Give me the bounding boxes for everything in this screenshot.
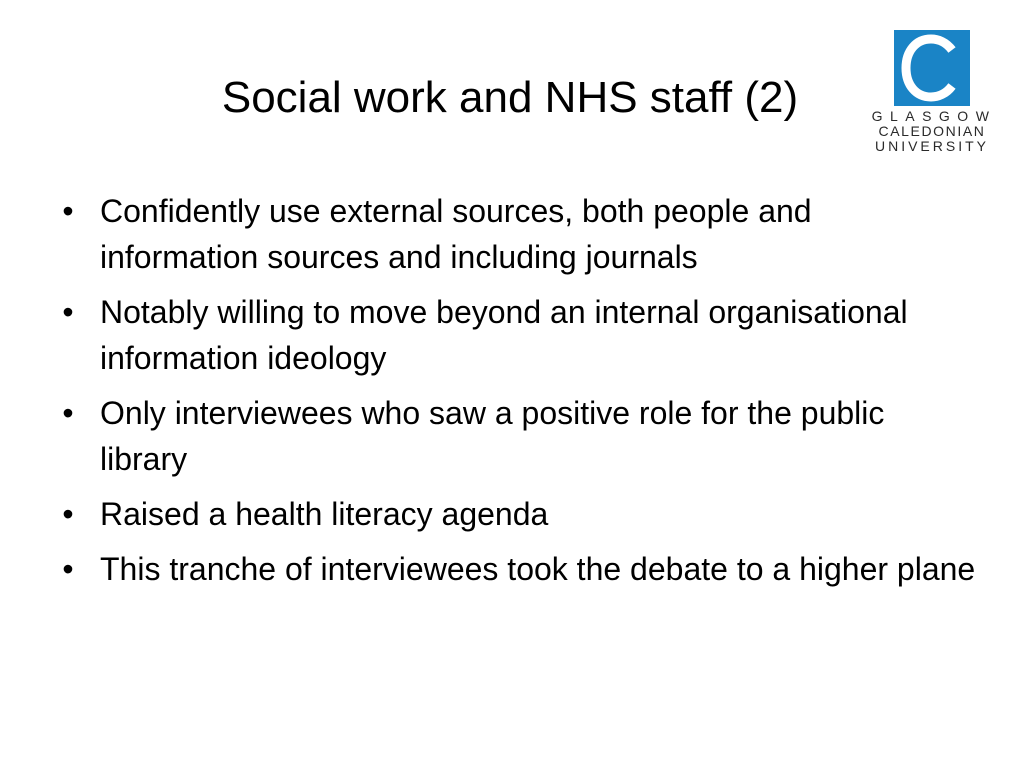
bullet-item [58, 546, 978, 592]
bullet-list [58, 188, 978, 601]
bullet-icon: • [62, 496, 74, 532]
bullet-icon: • [62, 294, 74, 330]
logo-text-glasgow: GLASGOW [871, 108, 997, 124]
bullet-icon: • [62, 551, 74, 587]
bullet-item [58, 390, 978, 482]
logo-text-university: UNIVERSITY [874, 138, 989, 154]
slide-title: Social work and NHS staff (2) [221, 73, 799, 122]
bullet-item [58, 188, 978, 280]
bullet-text: This tranche of interviewees took the debate to a higher plane [100, 551, 976, 587]
logo-text-caledonian: CALEDONIAN [878, 123, 986, 139]
bullet-text: Raised a health literacy agenda [100, 496, 549, 532]
bullet-text: Only interviewees who saw a positive role for the public library [100, 395, 885, 477]
bullet-icon: • [62, 193, 74, 229]
letter-c-logo-icon [894, 30, 970, 106]
bullet-text: Notably willing to move beyond an internal organisational information ideology [100, 294, 908, 376]
bullet-item [58, 491, 978, 537]
bullet-text: Confidently use external sources, both people and information sources and including journals [100, 193, 812, 275]
university-logo [866, 30, 998, 156]
bullet-item [58, 289, 978, 381]
bullet-icon: • [62, 395, 74, 431]
